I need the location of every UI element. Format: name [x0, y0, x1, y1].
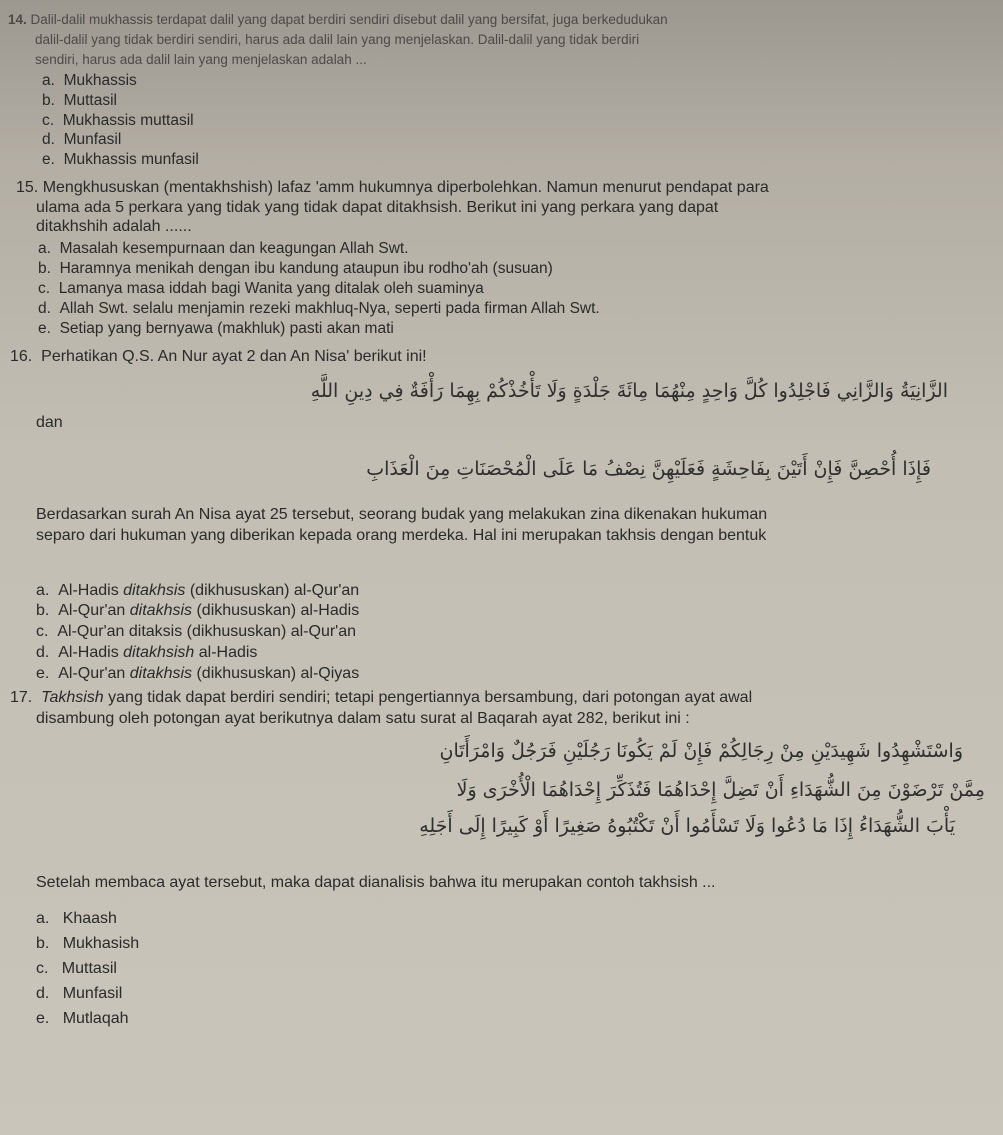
q16-option-c: c. Al-Qur'an ditaksis (dikhususkan) al-Qur'an	[36, 623, 357, 640]
q17-arabic-verse-2: مِمَّنْ تَرْضَوْنَ مِنَ الشُّهَدَاءِ أَنْ تَضِلَّ إِحْدَاهُمَا فَتُذَكِّرَ إِحْدَاهُمَا الْأُخْرَى وَلَا	[456, 779, 985, 801]
q16-explanation-line-1: Berdasarkan surah An Nisa ayat 25 tersebut, seorang budak yang melakukan zina dikenakan hukuman	[36, 506, 768, 523]
q14-stem-line-1: 14. Dalil-dalil mukhassis terdapat dalil yang dapat berdiri sendiri disebut dalil yang bersifat, juga berkedudukan	[8, 12, 668, 27]
q16-stem: 16. Perhatikan Q.S. An Nur ayat 2 dan An Nisa' berikut ini!	[10, 348, 427, 365]
q17-stem-line-1: 17. Takhsish yang tidak dapat berdiri sendiri; tetapi pengertiannya bersambung, dari potongan ayat awal	[10, 689, 753, 706]
q17-question-prompt: Setelah membaca ayat tersebut, maka dapat dianalisis bahwa itu merupakan contoh takhsish ...	[36, 874, 716, 891]
q15-stem-line-3: ditakhshih adalah ......	[36, 218, 192, 235]
q16-option-b: b. Al-Qur'an ditakhsis (dikhususkan) al-Hadis	[36, 602, 360, 619]
q17-arabic-verse-3: يَأْبَ الشُّهَدَاءُ إِذَا مَا دُعُوا وَلَا تَسْأَمُوا أَنْ تَكْتُبُوهُ صَغِيرًا أَوْ كَبِيرًا إِلَى أَجَلِهِ	[419, 815, 955, 837]
q17-stem-line-2: disambung oleh potongan ayat berikutnya dalam satu surat al Baqarah ayat 282, berikut ini :	[36, 710, 690, 727]
q16-option-d: d. Al-Hadis ditakhsish al-Hadis	[36, 644, 258, 661]
q17-option-c: c. Muttasil	[36, 960, 117, 977]
q15-option-e: e. Setiap yang bernyawa (makhluk) pasti akan mati	[38, 320, 394, 337]
q15-option-d: d. Allah Swt. selalu menjamin rezeki makhluq-Nya, seperti pada firman Allah Swt.	[38, 300, 600, 317]
q17-option-d: d. Munfasil	[36, 985, 123, 1002]
q16-arabic-verse-1: الزَّانِيَةُ وَالزَّانِي فَاجْلِدُوا كُلَّ وَاحِدٍ مِنْهُمَا مِائَةَ جَلْدَةٍ وَلَا تَأْخُذْكُمْ بِهِمَا رَأْفَةٌ فِي دِينِ اللَّهِ	[310, 380, 948, 402]
q14-option-e: e. Mukhassis munfasil	[42, 151, 199, 168]
q14-option-a: a. Mukhassis	[42, 72, 137, 89]
q14-option-c: c. Mukhassis muttasil	[42, 112, 194, 129]
q17-option-e: e. Mutlaqah	[36, 1010, 129, 1027]
q17-option-a: a. Khaash	[36, 910, 117, 927]
q17-arabic-verse-1: وَاسْتَشْهِدُوا شَهِيدَيْنِ مِنْ رِجَالِكُمْ فَإِنْ لَمْ يَكُونَا رَجُلَيْنِ فَرَجُلٌ وَامْرَأَتَانِ	[439, 740, 963, 762]
q17-option-b: b. Mukhasish	[36, 935, 140, 952]
q14-stem-line-3: sendiri, harus ada dalil lain yang menjelaskan adalah ...	[35, 52, 367, 67]
q14-option-d: d. Munfasil	[42, 131, 122, 148]
q16-option-e: e. Al-Qur'an ditakhsis (dikhususkan) al-Qiyas	[36, 665, 360, 682]
q14-option-b: b. Muttasil	[42, 92, 117, 109]
q15-option-b: b. Haramnya menikah dengan ibu kandung ataupun ibu rodho'ah (susuan)	[38, 260, 553, 277]
q16-arabic-verse-2: فَإِذَا أُحْصِنَّ فَإِنْ أَتَيْنَ بِفَاحِشَةٍ فَعَلَيْهِنَّ نِصْفُ مَا عَلَى الْمُحْصَنَاتِ مِنَ الْعَذَابِ	[366, 458, 931, 480]
q15-stem-line-2: ulama ada 5 perkara yang tidak yang tidak dapat ditakhsish. Berikut ini yang perkara yang dapat	[36, 199, 719, 216]
q16-conjunction: dan	[36, 414, 63, 431]
q16-option-a: a. Al-Hadis ditakhsis (dikhususkan) al-Qur'an	[36, 582, 360, 599]
q15-option-a: a. Masalah kesempurnaan dan keagungan Allah Swt.	[38, 240, 409, 257]
q15-stem-line-1: 15. Mengkhususkan (mentakhshish) lafaz 'amm hukumnya diperbolehkan. Namun menurut pendapat para	[16, 179, 769, 196]
q15-option-c: c. Lamanya masa iddah bagi Wanita yang ditalak oleh suaminya	[38, 280, 484, 297]
q14-stem-line-2: dalil-dalil yang tidak berdiri sendiri, harus ada dalil lain yang menjelaskan. Dalil-dalil yang tidak berdiri	[35, 32, 640, 47]
q16-explanation-line-2: separo dari hukuman yang diberikan kepada orang merdeka. Hal ini merupakan takhsis dengan bentuk	[36, 527, 767, 544]
